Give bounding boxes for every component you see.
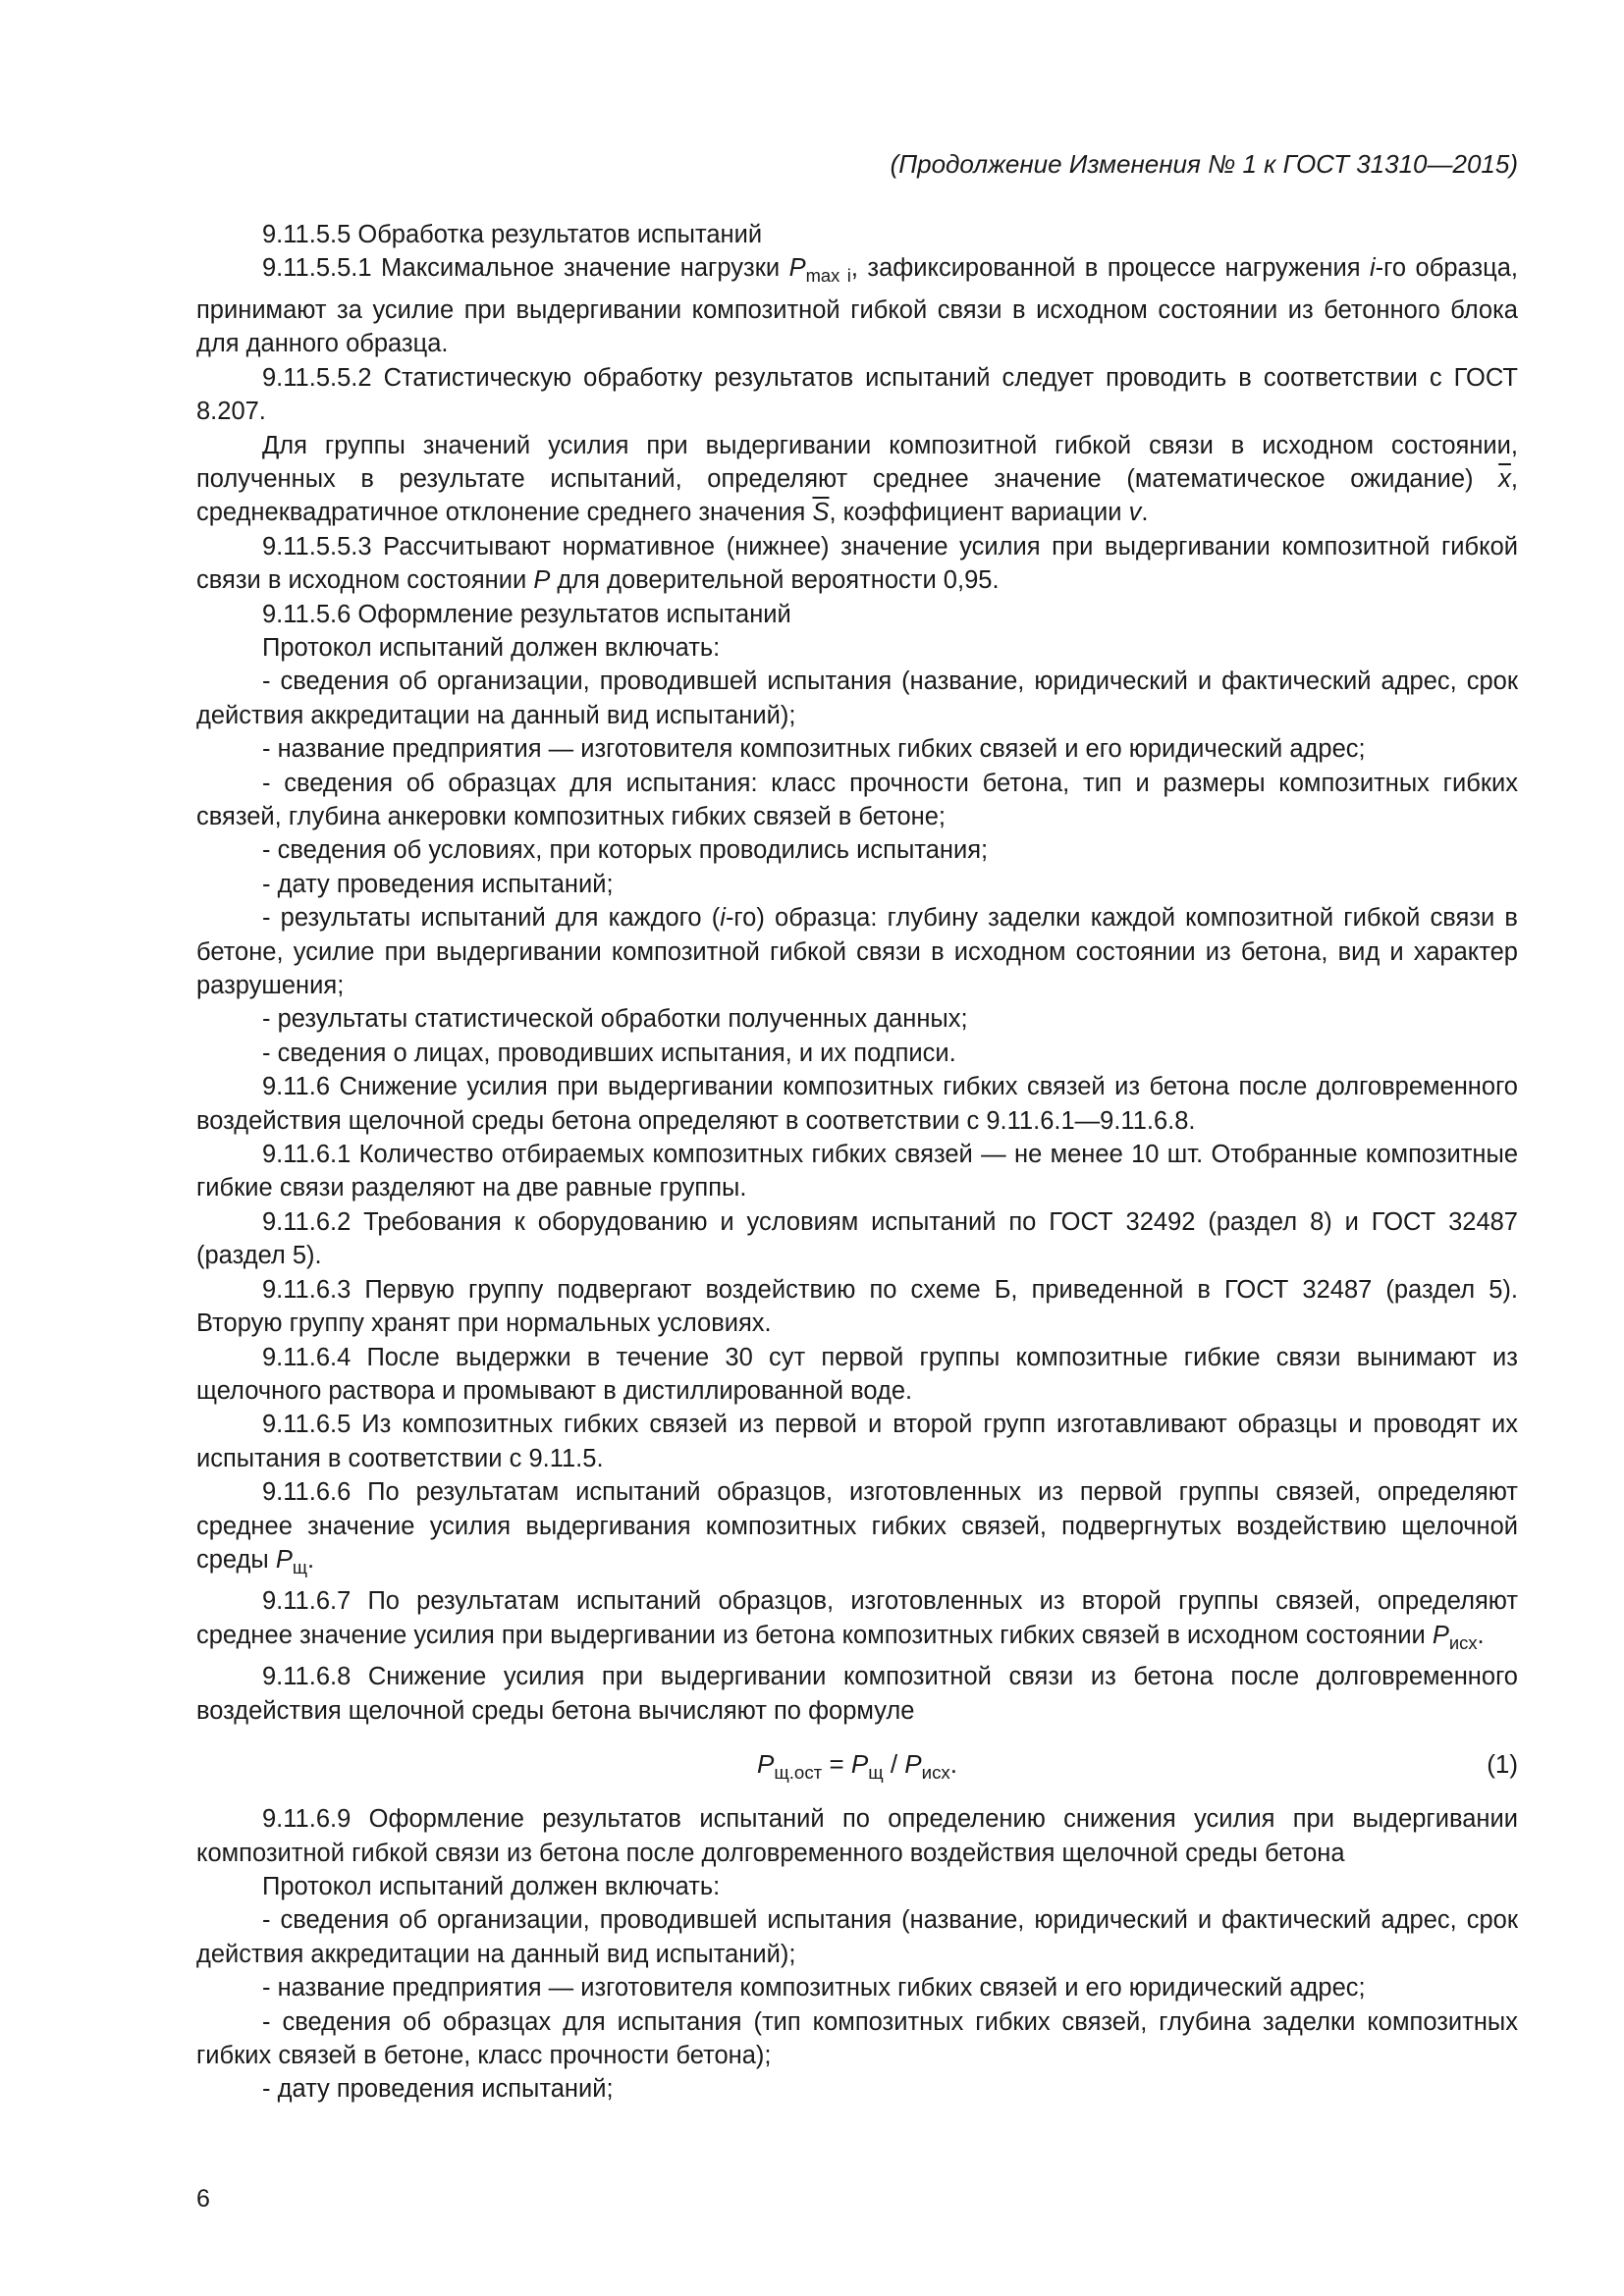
- section-heading-9-11-5-6: 9.11.5.6 Оформление результатов испытаний: [262, 600, 791, 628]
- list-item: - сведения о лицах, проводивших испытания, и их подписи.: [262, 1039, 956, 1067]
- paragraph-9-11-6: 9.11.6 Снижение усилия при выдергивании композитных гибких связей из бетона после долговременного воздействия щелочной среды бетона определяют в соответствии с 9.11.6.1—9.11.6.8.: [196, 1073, 1518, 1135]
- formula-number: (1): [1487, 1749, 1518, 1780]
- paragraph-9-11-6-6: 9.11.6.6 По результатам испытаний образцов, изготовленных из первой группы связей, определяют среднее значение усилия выдергивания композитных гибких связей, подвергнутых воздействию щелочной среды $P_щ$.: [196, 1478, 1518, 1578]
- paragraph-9-11-5-5-1: 9.11.5.5.1 Максимальное значение нагрузки $P_{max i}$, зафиксированной в процессе нагружения i-го образца, принимают за усилие при выдергивании композитной гибкой связи в исходном состоянии из бетонного блока для данного образца.: [196, 254, 1518, 358]
- paragraph-statistics: Для группы значений усилия при выдергивании композитной гибкой связи в исходном состоянии, полученных в результате испытаний, определяют среднее значение (математическое ожидание) $\overline{x}$, среднеквадратичное отклонение среднего значения $\overline{S}$, коэффициент вариации v.: [196, 431, 1518, 527]
- paragraph-9-11-6-5: 9.11.6.5 Из композитных гибких связей из первой и второй групп изготавливают образцы и проводят их испытания в соответствии с 9.11.5.: [196, 1411, 1518, 1472]
- paragraph-9-11-5-5-3: 9.11.5.5.3 Рассчитывают нормативное (нижнее) значение усилия при выдергивании композитной гибкой связи в исходном состоянии P для доверительной вероятности 0,95.: [196, 532, 1518, 595]
- list-item: - название предприятия — изготовителя композитных гибких связей и его юридический адрес;: [262, 1974, 1366, 2002]
- list-item: - сведения об условиях, при которых проводились испытания;: [262, 836, 989, 865]
- list-item: - сведения об образцах для испытания (тип композитных гибких связей, глубина заделки композитных гибких связей в бетоне, класс прочности бетона);: [196, 2007, 1518, 2069]
- protocol-intro: Протокол испытаний должен включать:: [262, 1872, 721, 1900]
- list-item: - дату проведения испытаний;: [262, 2075, 614, 2104]
- document-page: [196, 147, 1518, 2107]
- page-number: 6: [196, 2185, 210, 2213]
- paragraph-9-11-6-8: 9.11.6.8 Снижение усилия при выдергивании композитной связи из бетона после долговременного воздействия щелочной среды бетона вычисляют по формуле: [196, 1663, 1518, 1725]
- list-item: - сведения об организации, проводившей испытания (название, юридический и фактический адрес, срок действия аккредитации на данный вид испытаний);: [196, 667, 1518, 729]
- list-item: - результаты статистической обработки полученных данных;: [262, 1005, 968, 1034]
- paragraph-9-11-5-5-2: 9.11.5.5.2 Статистическую обработку результатов испытаний следует проводить в соответствии с ГОСТ 8.207.: [196, 363, 1518, 426]
- protocol-intro: Протокол испытаний должен включать:: [262, 633, 721, 662]
- list-item: - название предприятия — изготовителя композитных гибких связей и его юридический адрес;: [262, 735, 1366, 764]
- formula-row: [196, 1735, 1518, 1794]
- list-item: - сведения об образцах для испытания: класс прочности бетона, тип и размеры композитных гибких связей, глубина анкеровки композитных гибких связей в бетоне;: [196, 769, 1518, 830]
- paragraph-9-11-6-1: 9.11.6.1 Количество отбираемых композитных гибких связей — не менее 10 шт. Отобранные композитные гибкие связи разделяют на две равные группы.: [196, 1141, 1518, 1202]
- paragraph-9-11-6-2: 9.11.6.2 Требования к оборудованию и условиям испытаний по ГОСТ 32492 (раздел 8) и ГОСТ 32487 (раздел 5).: [196, 1207, 1518, 1270]
- paragraph-9-11-6-9: 9.11.6.9 Оформление результатов испытаний по определению снижения усилия при выдергивании композитной гибкой связи из бетона после долговременного воздействия щелочной среды бетона: [196, 1805, 1518, 1867]
- list-item: - сведения об организации, проводившей испытания (название, юридический и фактический адрес, срок действия аккредитации на данный вид испытаний);: [196, 1906, 1518, 1968]
- paragraph-9-11-6-4: 9.11.6.4 После выдержки в течение 30 сут первой группы композитные гибкие связи вынимают из щелочного раствора и промывают в дистиллированной воде.: [196, 1343, 1518, 1405]
- document-body: [196, 218, 1518, 2107]
- formula: $P_{щ.ост} = P_щ / P_{исх}$.: [756, 1749, 958, 1784]
- paragraph-9-11-6-7: 9.11.6.7 По результатам испытаний образцов, изготовленных из второй группы связей, определяют среднее значение усилия при выдергивании из бетона композитных гибких связей в исходном состоянии $P_{исх}$.: [196, 1587, 1518, 1653]
- section-heading-9-11-5-5: 9.11.5.5 Обработка результатов испытаний: [262, 221, 763, 248]
- list-item: - дату проведения испытаний;: [262, 870, 614, 898]
- list-item: - результаты испытаний для каждого (i-го) образца: глубину заделки каждой композитной гибкой связи в бетоне, усилие при выдергивании композитной гибкой связи в исходном состоянии из бетона, вид и характер разрушения;: [196, 904, 1518, 1000]
- paragraph-9-11-6-3: 9.11.6.3 Первую группу подвергают воздействию по схеме Б, приведенной в ГОСТ 32487 (раздел 5). Вторую группу хранят при нормальных условиях.: [196, 1275, 1518, 1338]
- page-header: (Продолжение Изменения № 1 к ГОСТ 31310—2015): [890, 149, 1518, 179]
